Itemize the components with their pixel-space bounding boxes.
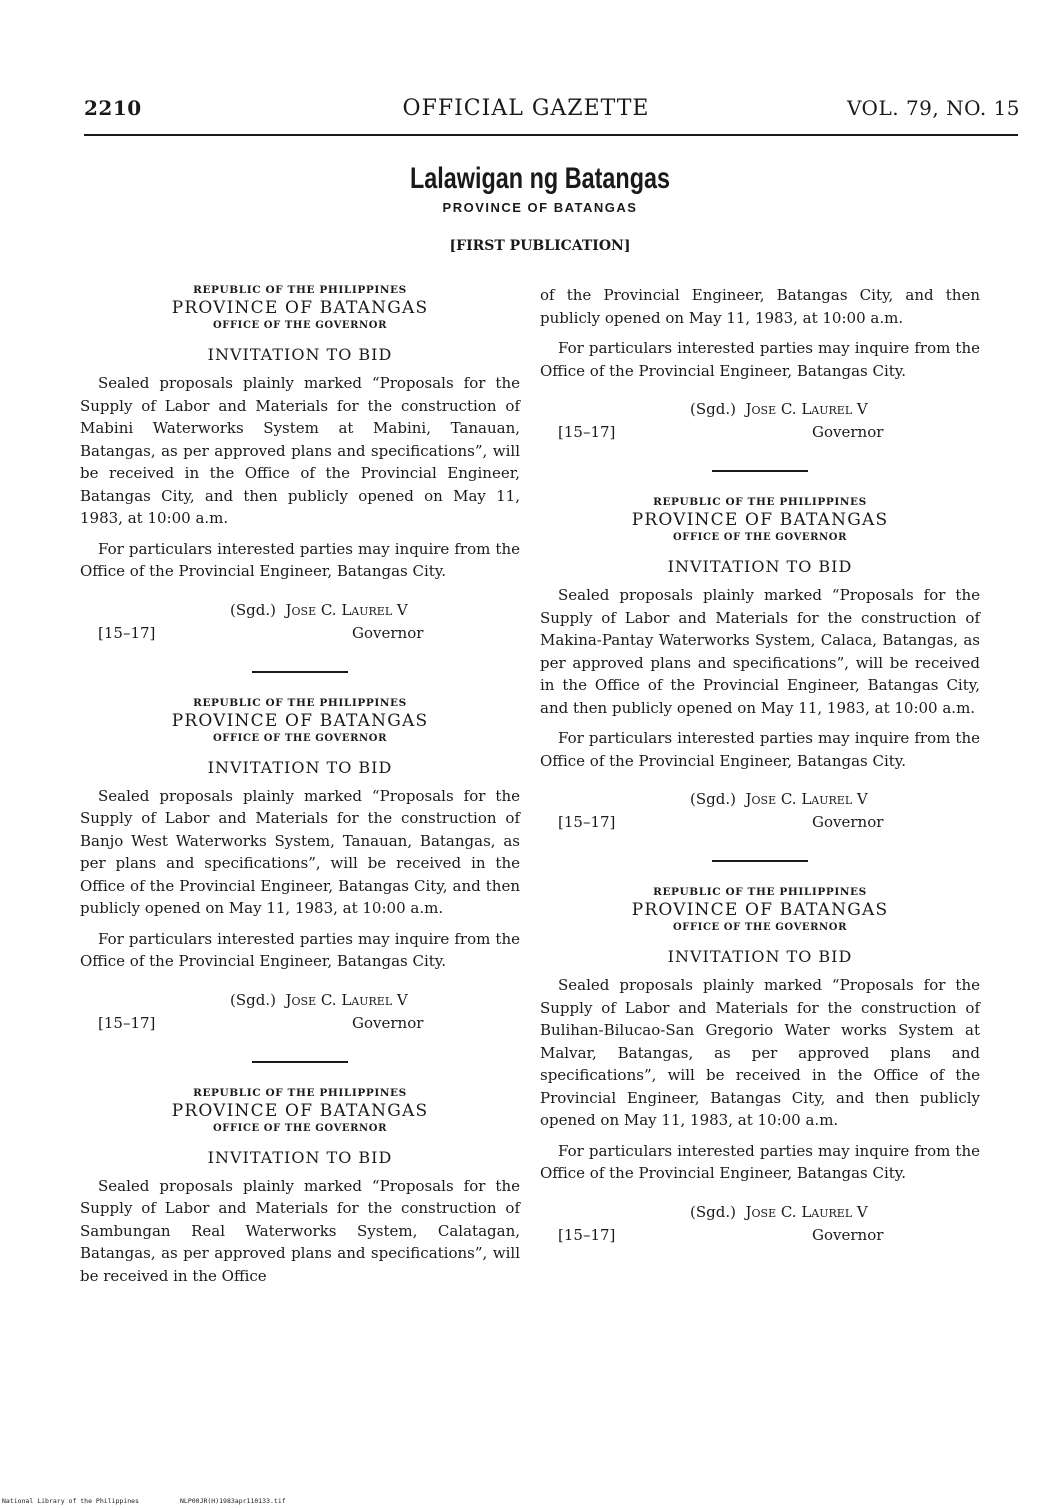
bid-notice-bulihan-bilucao — [540, 886, 980, 1249]
issue-range: [15–17] — [558, 423, 616, 441]
signatory-title: Governor — [812, 1225, 884, 1244]
province-heading: PROVINCE OF BATANGAS — [631, 900, 889, 920]
notice-heading: INVITATION TO BID — [207, 345, 393, 364]
province-heading: PROVINCE OF BATANGAS — [631, 510, 889, 530]
sgd-label: (Sgd.) — [230, 990, 276, 1009]
office-heading: OFFICE OF THE GOVERNOR — [212, 1122, 388, 1134]
notice-separator — [712, 860, 808, 862]
notice-particulars: For particulars interested parties may inquire from the Office of the Provincial Engineer, Batangas City. — [540, 1141, 980, 1182]
sgd-label: (Sgd.) — [690, 1202, 736, 1221]
office-heading: OFFICE OF THE GOVERNOR — [672, 922, 848, 933]
sgd-label: (Sgd.) — [690, 400, 736, 418]
republic-heading: REPUBLIC OF THE PHILIPPINES — [193, 284, 407, 296]
office-heading: OFFICE OF THE GOVERNOR — [212, 732, 388, 744]
notice-body: Sealed proposals plainly marked “Proposals for the Supply of Labor and Materials for the construction of Mabini Waterworks System at Mabini, Tanauan, Batangas, as per approved plans and specifications”, will be received in the Office of the Provincial Engineer, Batangas City, and then publicly opened on May 11, 1983, at 10:00 a.m. — [80, 374, 520, 527]
sgd-label: (Sgd.) — [230, 600, 276, 619]
signed-mark — [690, 1203, 868, 1221]
signature-block — [540, 790, 980, 836]
issue-range: [15–17] — [98, 1013, 156, 1032]
bid-notice-mabini — [80, 284, 520, 647]
header-rule — [84, 134, 1018, 136]
gazette-title: OFFICIAL GAZETTE — [402, 96, 650, 121]
signed-mark — [690, 790, 868, 808]
signatory-name: Jose C. Laurel V — [745, 400, 868, 418]
notice-particulars: For particulars interested parties may inquire from the Office of the Provincial Engineer, Batangas City. — [540, 729, 980, 770]
left-column — [80, 284, 520, 1287]
notice-heading: INVITATION TO BID — [207, 757, 393, 777]
notice-particulars: For particulars interested parties may inquire from the Office of the Provincial Engineer, Batangas City. — [80, 539, 520, 580]
republic-heading: REPUBLIC OF THE PHILIPPINES — [193, 696, 407, 709]
signature-block — [80, 601, 520, 647]
signatory-name: Jose C. Laurel V — [285, 990, 408, 1009]
notice-body: Sealed proposals plainly marked “Proposals for the Supply of Labor and Materials for the construction of Banjo West Waterworks System, Tanauan, Batangas, as per plans and specifications”, will be received in the Office of the Provincial Engineer, Batangas City, and then publicly opened on May 11, 1983, at 10:00 a.m. — [80, 786, 520, 917]
notice-particulars: For particulars interested parties may inquire from the Office of the Provincial Engineer, Batangas City. — [540, 339, 980, 380]
sgd-label: (Sgd.) — [690, 790, 736, 808]
office-heading: OFFICE OF THE GOVERNOR — [212, 320, 388, 331]
issue-range: [15–17] — [558, 1225, 616, 1244]
signed-mark — [230, 601, 408, 619]
office-heading: OFFICE OF THE GOVERNOR — [672, 532, 848, 543]
signatory-title: Governor — [812, 423, 884, 441]
bid-notice-sambungan-real-continued — [540, 284, 980, 446]
notice-particulars: For particulars interested parties may inquire from the Office of the Provincial Engineer, Batangas City. — [80, 929, 520, 970]
notice-heading: INVITATION TO BID — [667, 557, 853, 576]
page-number: 2210 — [84, 96, 142, 120]
right-column — [540, 284, 980, 1249]
signature-block — [540, 1203, 980, 1249]
republic-heading: REPUBLIC OF THE PHILIPPINES — [653, 496, 867, 508]
province-title-english: PROVINCE OF BATANGAS — [442, 200, 638, 215]
province-title-local: Lalawigan ng Batangas — [409, 162, 671, 195]
signatory-name: Jose C. Laurel V — [745, 1202, 868, 1221]
bid-notice-banjo-west — [80, 697, 520, 1037]
province-heading: PROVINCE OF BATANGAS — [171, 298, 429, 318]
notice-separator — [252, 671, 348, 673]
signatory-name: Jose C. Laurel V — [285, 600, 408, 619]
signatory-title: Governor — [352, 1013, 424, 1032]
notice-separator — [712, 470, 808, 472]
signatory-name: Jose C. Laurel V — [745, 790, 868, 808]
republic-heading: REPUBLIC OF THE PHILIPPINES — [653, 886, 867, 898]
notice-body: Sealed proposals plainly marked “Proposals for the Supply of Labor and Materials for the construction of Makina-Pantay Waterworks System, Calaca, Batangas, as per approved plans and specifications”, will be received in the Office of the Provincial Engineer, Batangas City, and then publicly opened on May 11, 1983, at 10:00 a.m. — [540, 586, 980, 717]
issue-range: [15–17] — [558, 813, 616, 831]
issue-range: [15–17] — [98, 623, 156, 642]
signature-block — [540, 400, 980, 446]
signed-mark — [690, 400, 868, 418]
publication-notice: [FIRST PUBLICATION] — [449, 238, 631, 254]
notice-body: Sealed proposals plainly marked “Proposals for the Supply of Labor and Materials for the construction of Bulihan-Bilucao-San Gregorio Water works System at Malvar, Batangas, as per approved plans and specifications”, will be received in the Office of the Provincial Engineer, Batangas City, and then publicly opened on May 11, 1983, at 10:00 a.m. — [540, 976, 980, 1129]
republic-heading: REPUBLIC OF THE PHILIPPINES — [193, 1086, 407, 1099]
notice-body-part1: Sealed proposals plainly marked “Proposals for the Supply of Labor and Materials for the construction of Sambungan Real Waterworks System, Calatagan, Batangas, as per approved plans and specifications”, will be received in the Office — [80, 1176, 520, 1285]
province-heading: PROVINCE OF BATANGAS — [171, 1100, 429, 1121]
footer-file: NLP00JR(H)1983apr110133.tif — [180, 1497, 286, 1505]
signed-mark — [230, 991, 408, 1009]
footer-library: National Library of the Philippines — [2, 1497, 139, 1505]
bid-notice-makina-pantay — [540, 496, 980, 836]
notice-heading: INVITATION TO BID — [667, 947, 853, 966]
notice-heading: INVITATION TO BID — [207, 1147, 393, 1167]
notice-body-part2: of the Provincial Engineer, Batangas City, and then publicly opened on May 11, 1983, at 10:00 a.m. — [540, 286, 980, 327]
bid-notice-sambungan-real — [80, 1087, 520, 1288]
signatory-title: Governor — [812, 813, 884, 831]
province-heading: PROVINCE OF BATANGAS — [171, 710, 429, 731]
signatory-title: Governor — [352, 623, 424, 642]
notice-separator — [252, 1061, 348, 1063]
volume-number: VOL. 79, NO. 15 — [846, 96, 1020, 120]
signature-block — [80, 991, 520, 1037]
